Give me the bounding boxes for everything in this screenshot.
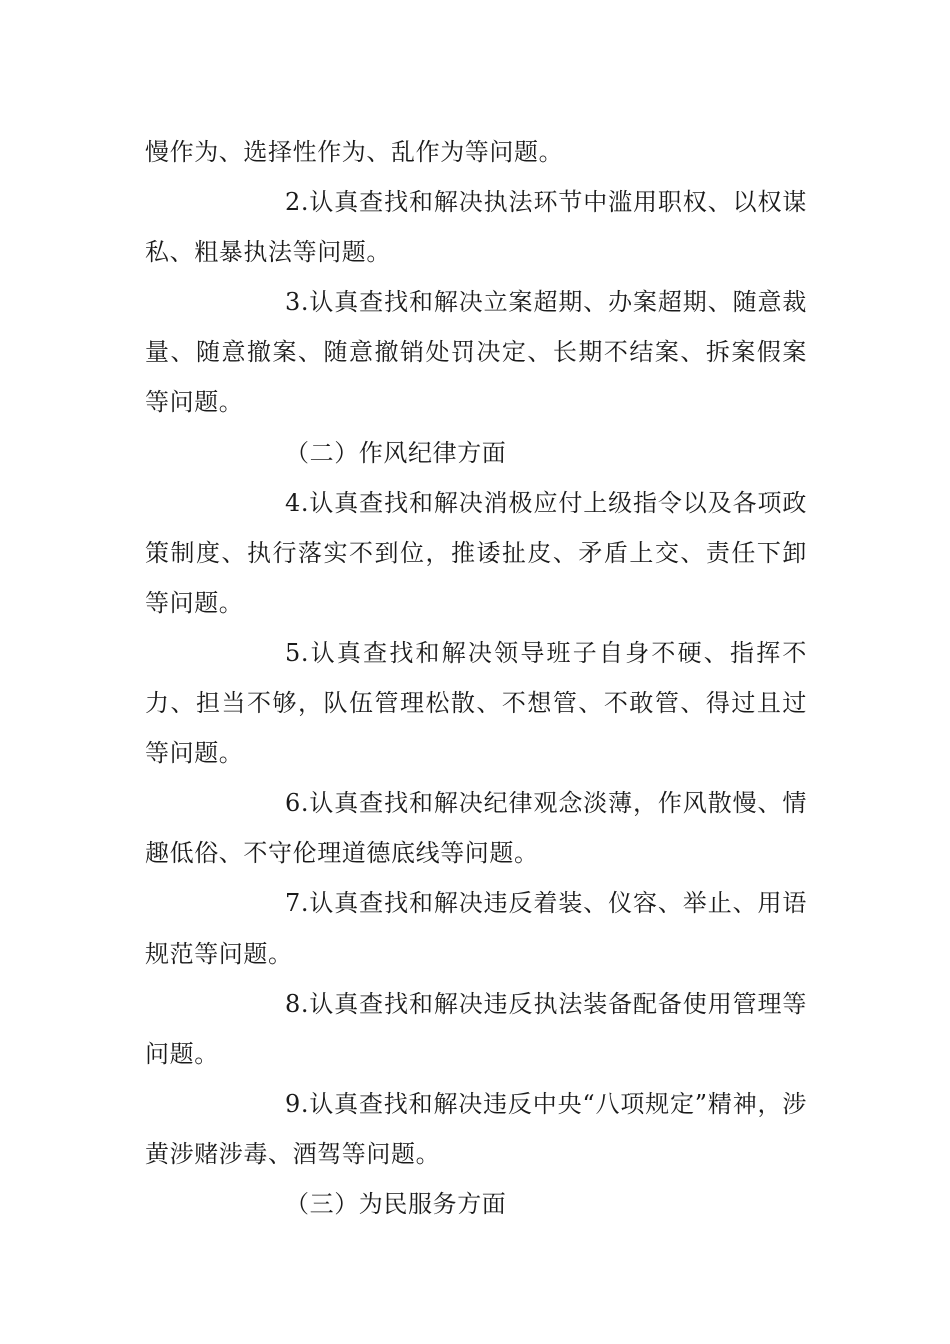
- section-heading-3: （三）为民服务方面: [285, 1189, 507, 1218]
- paragraph-item-5: 5.认真查找和解决领导班子自身不硬、指挥不力、担当不够，队伍管理松散、不想管、不敢管、得过且过等问题。: [145, 638, 807, 768]
- paragraph-item-2: 2.认真查找和解决执法环节中滥用职权、以权谋私、粗暴执法等问题。: [145, 188, 807, 267]
- paragraph-item-6: 6.认真查找和解决纪律观念淡薄，作风散慢、情趣低俗、不守伦理道德底线等问题。: [145, 789, 807, 868]
- paragraph-item-8: 8.认真查找和解决违反执法装备配备使用管理等问题。: [145, 989, 807, 1068]
- paragraph-item-9: 9.认真查找和解决违反中央“八项规定”精神，涉黄涉赌涉毒、酒驾等问题。: [145, 1089, 807, 1168]
- paragraph-item-4: 4.认真查找和解决消极应付上级指令以及各项政策制度、执行落实不到位，推诿扯皮、矛盾上交、责任下卸等问题。: [145, 488, 807, 617]
- section-heading-2: （二）作风纪律方面: [285, 438, 507, 467]
- paragraph-item-3: 3.认真查找和解决立案超期、办案超期、随意裁量、随意撤案、随意撤销处罚决定、长期不结案、拆案假案等问题。: [145, 288, 807, 417]
- paragraph-item-7: 7.认真查找和解决违反着装、仪容、举止、用语规范等问题。: [145, 889, 807, 968]
- paragraph-continuation: 慢作为、选择性作为、乱作为等问题。: [145, 138, 564, 166]
- document-body: [145, 127, 807, 1229]
